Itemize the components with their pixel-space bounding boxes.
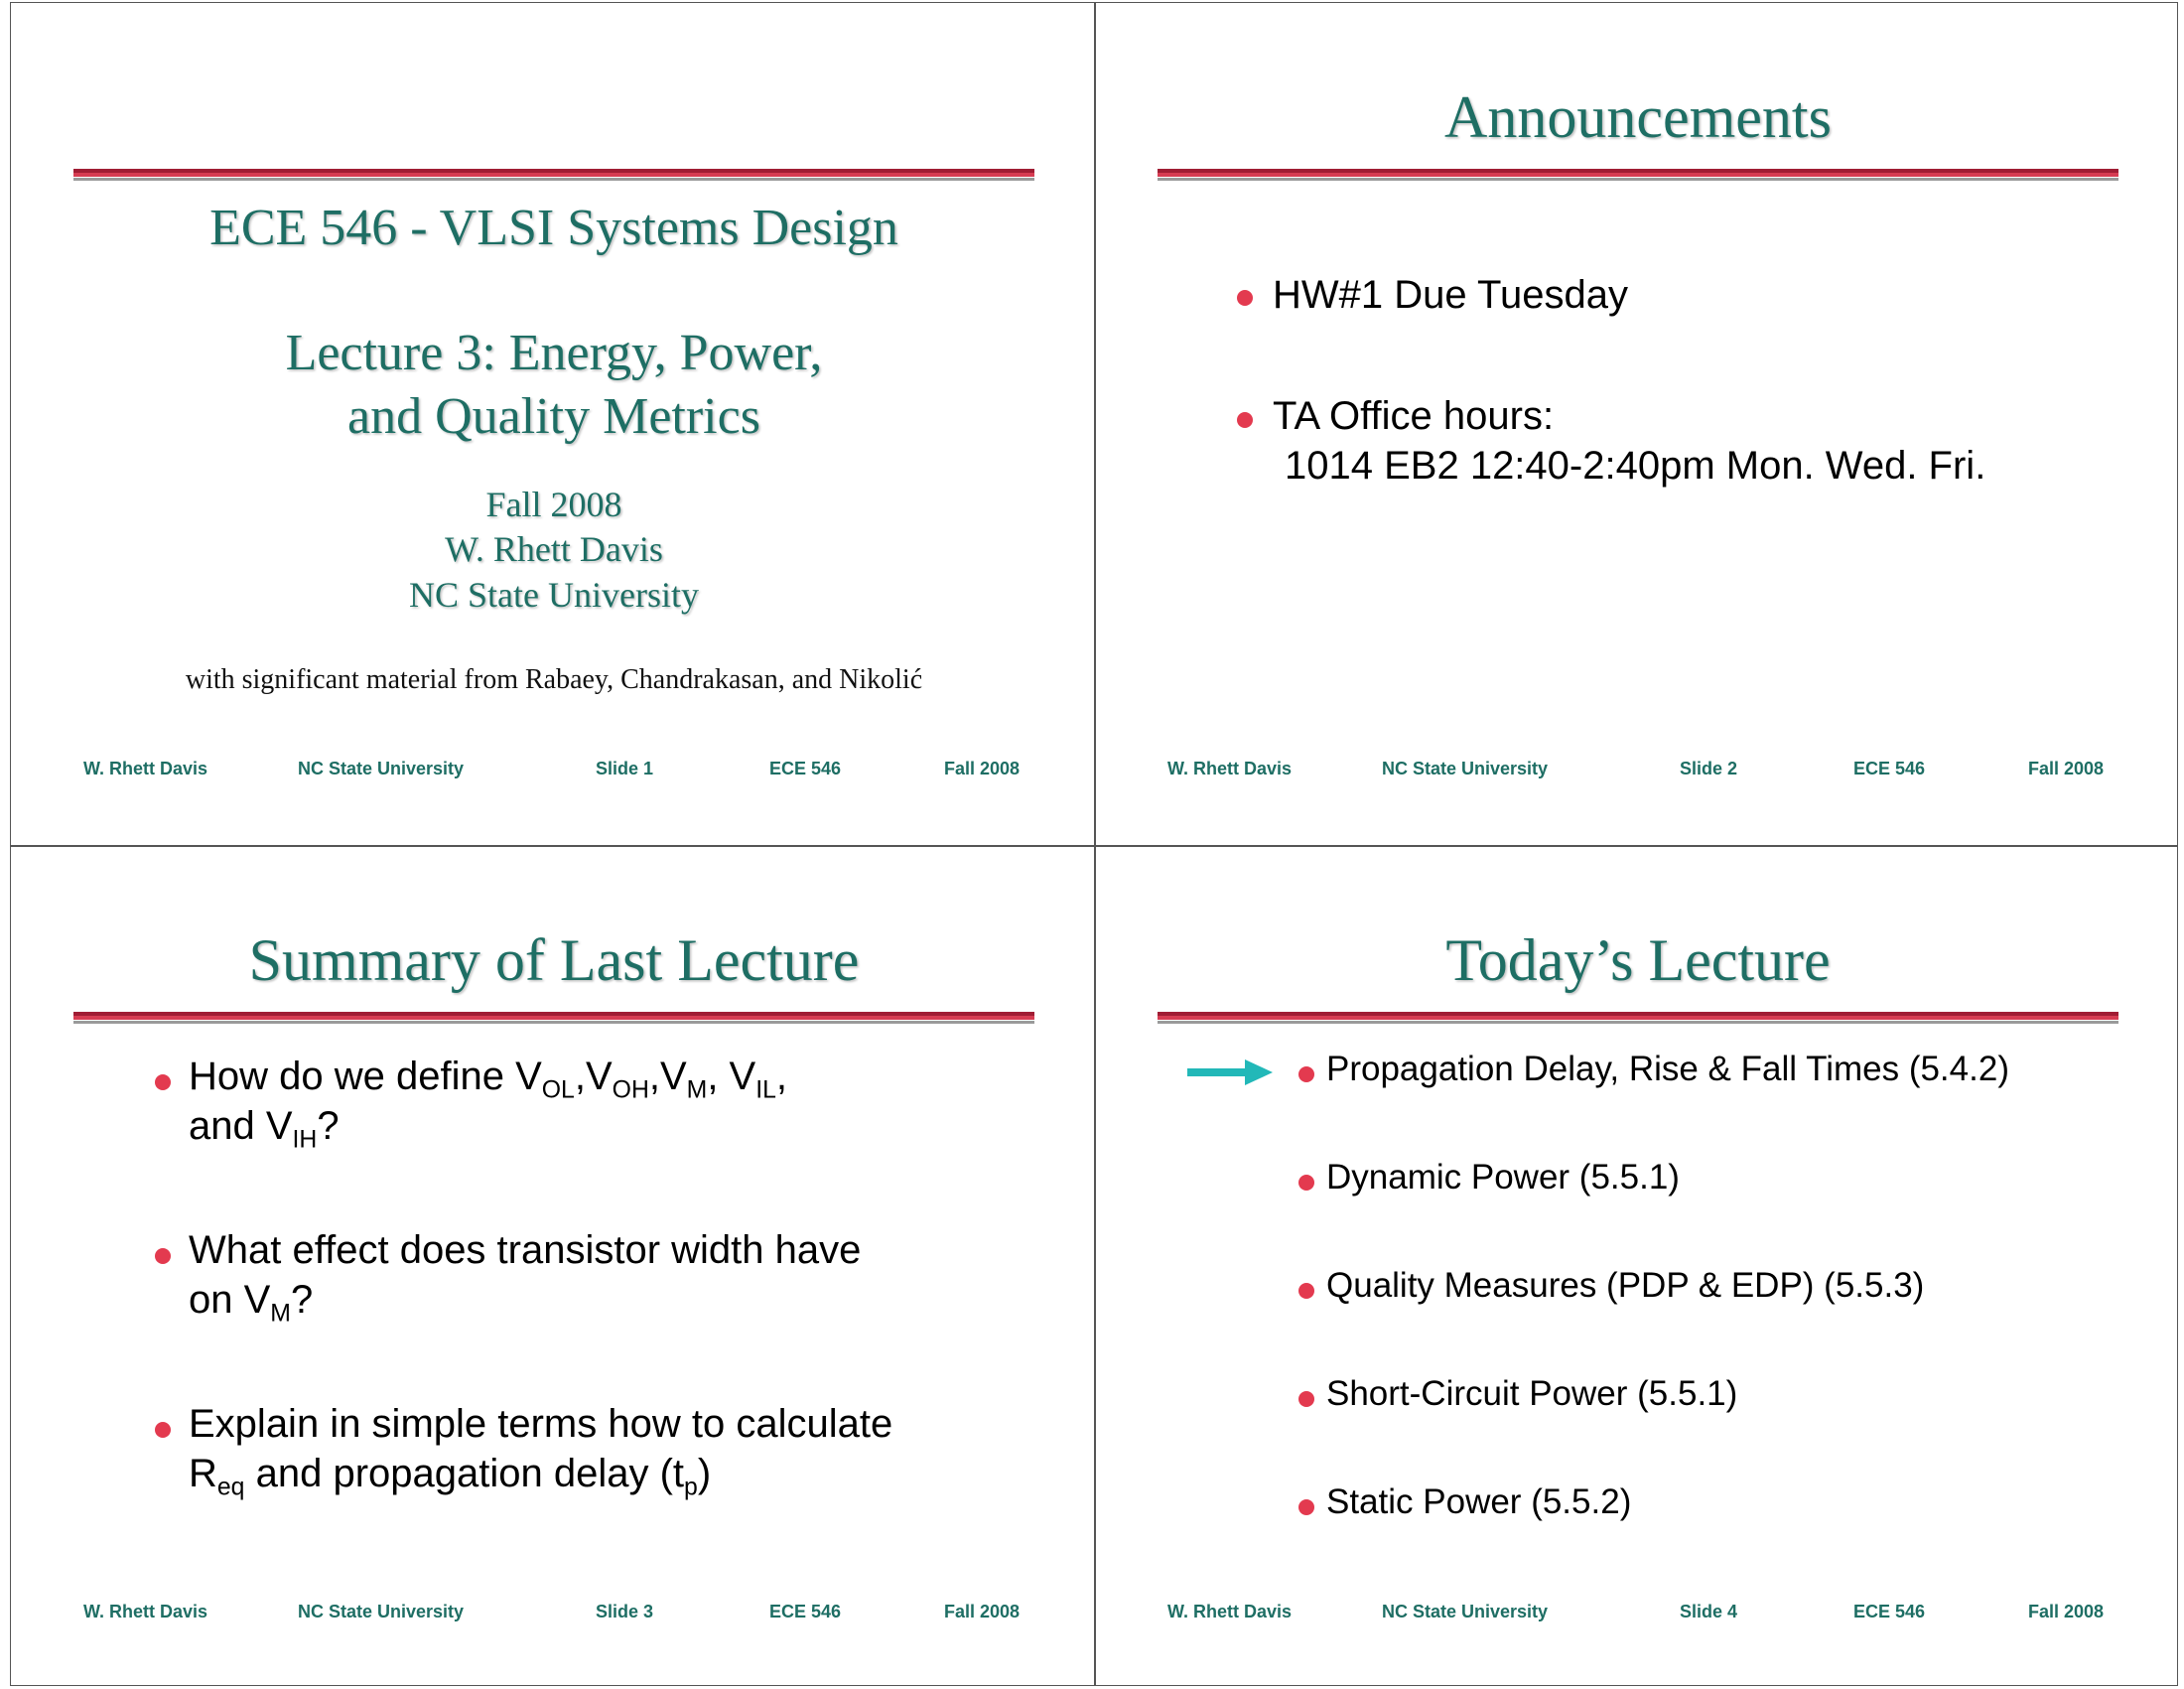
course-title: ECE 546 - VLSI Systems Design <box>209 200 898 256</box>
bullet-icon <box>1298 1391 1314 1407</box>
subscript-text: M <box>270 1300 291 1328</box>
topic-item: Quality Measures (PDP & EDP) (5.5.3) <box>1326 1266 1925 1305</box>
university: NC State University <box>409 575 699 615</box>
question-text: How do we define V <box>189 1055 542 1098</box>
announcement-item <box>1273 391 1985 491</box>
slide-title: Summary of Last Lecture <box>248 927 860 993</box>
subscript-text: eq <box>216 1474 245 1501</box>
bullet-icon <box>1298 1283 1314 1299</box>
footer-course: ECE 546 <box>1853 759 1926 778</box>
slide-footer <box>1096 759 2180 782</box>
slide-footer <box>1096 1602 2180 1625</box>
footer-term: Fall 2008 <box>944 1602 1021 1621</box>
question-text: and V <box>189 1104 293 1148</box>
topic-item: Short-Circuit Power (5.5.1) <box>1326 1374 1738 1413</box>
footer-university: NC State University <box>1382 1602 1549 1621</box>
footer-term: Fall 2008 <box>2028 1602 2105 1621</box>
footer-term: Fall 2008 <box>2028 759 2105 778</box>
question-text: R <box>189 1452 217 1495</box>
subscript-text: M <box>686 1076 708 1104</box>
announcement-text: HW#1 Due Tuesday <box>1273 273 1628 317</box>
slide-title: Announcements <box>1444 84 1832 150</box>
question-item <box>189 1225 862 1328</box>
author: W. Rhett Davis <box>445 529 663 569</box>
slide-footer <box>12 759 1096 782</box>
lecture-title-line-2: and Quality Metrics <box>347 388 760 445</box>
slide-4 <box>1096 847 2180 1689</box>
footer-course: ECE 546 <box>1853 1602 1926 1621</box>
question-text: ) <box>697 1452 712 1495</box>
subscript-text: OH <box>612 1076 649 1104</box>
footer-slide-number: Slide 4 <box>1680 1602 1738 1621</box>
footer-university: NC State University <box>1382 759 1549 778</box>
question-text: ? <box>317 1104 340 1148</box>
footer-author: W. Rhett Davis <box>83 759 208 778</box>
footer-term: Fall 2008 <box>944 759 1021 778</box>
subscript-text: OL <box>541 1076 575 1104</box>
footer-university: NC State University <box>298 759 465 778</box>
question-item <box>189 1052 788 1154</box>
topic-item: Propagation Delay, Rise & Fall Times (5.4.2) <box>1326 1050 2009 1088</box>
lecture-title-line-1: Lecture 3: Energy, Power, <box>285 325 823 381</box>
question-text: ,V <box>574 1055 613 1098</box>
footer-author: W. Rhett Davis <box>83 1602 208 1621</box>
slide-2 <box>1096 4 2180 846</box>
question-text: , <box>775 1055 788 1098</box>
slide-footer <box>12 1602 1096 1625</box>
slide-title: Today’s Lecture <box>1445 927 1831 993</box>
question-text: ,V <box>648 1055 687 1098</box>
bullet-icon <box>155 1074 171 1090</box>
slide-3 <box>12 847 1096 1689</box>
question-item <box>189 1399 893 1501</box>
question-text: What effect does transistor width have <box>189 1228 862 1272</box>
slide-1 <box>12 4 1096 846</box>
subscript-text: IH <box>292 1126 318 1154</box>
footer-slide-number: Slide 1 <box>596 759 654 778</box>
footer-slide-number: Slide 3 <box>596 1602 654 1621</box>
bullet-icon <box>1298 1175 1314 1191</box>
topic-item: Dynamic Power (5.5.1) <box>1326 1158 1680 1196</box>
subscript-text: IL <box>755 1076 776 1104</box>
footer-slide-number: Slide 2 <box>1680 759 1738 778</box>
title-rule <box>1158 1012 2118 1024</box>
title-rule <box>73 1012 1034 1024</box>
question-text: , V <box>707 1055 756 1098</box>
bullet-icon <box>1237 290 1253 306</box>
topic-item: Static Power (5.5.2) <box>1326 1482 1632 1521</box>
question-text: Explain in simple terms how to calculate <box>189 1402 893 1446</box>
question-text: ? <box>290 1278 314 1322</box>
question-text: and propagation delay (t <box>244 1452 685 1495</box>
title-rule <box>73 169 1034 181</box>
credit-note: with significant material from Rabaey, Chandrakasan, and Nikolić <box>185 664 923 695</box>
bullet-icon <box>155 1248 171 1264</box>
announcement-text: TA Office hours: <box>1273 394 1555 438</box>
current-topic-arrow-icon <box>1187 1057 1277 1087</box>
footer-author: W. Rhett Davis <box>1167 1602 1293 1621</box>
footer-course: ECE 546 <box>769 1602 842 1621</box>
footer-university: NC State University <box>298 1602 465 1621</box>
title-rule <box>1158 169 2118 181</box>
announcement-item <box>1273 270 1628 320</box>
announcement-detail: 1014 EB2 12:40-2:40pm Mon. Wed. Fri. <box>1285 444 1986 488</box>
term: Fall 2008 <box>485 485 622 524</box>
bullet-icon <box>1298 1066 1314 1082</box>
subscript-text: p <box>684 1474 698 1501</box>
bullet-icon <box>155 1422 171 1438</box>
bullet-icon <box>1237 412 1253 428</box>
question-text: on V <box>189 1278 271 1322</box>
bullet-icon <box>1298 1499 1314 1515</box>
footer-author: W. Rhett Davis <box>1167 759 1293 778</box>
footer-course: ECE 546 <box>769 759 842 778</box>
